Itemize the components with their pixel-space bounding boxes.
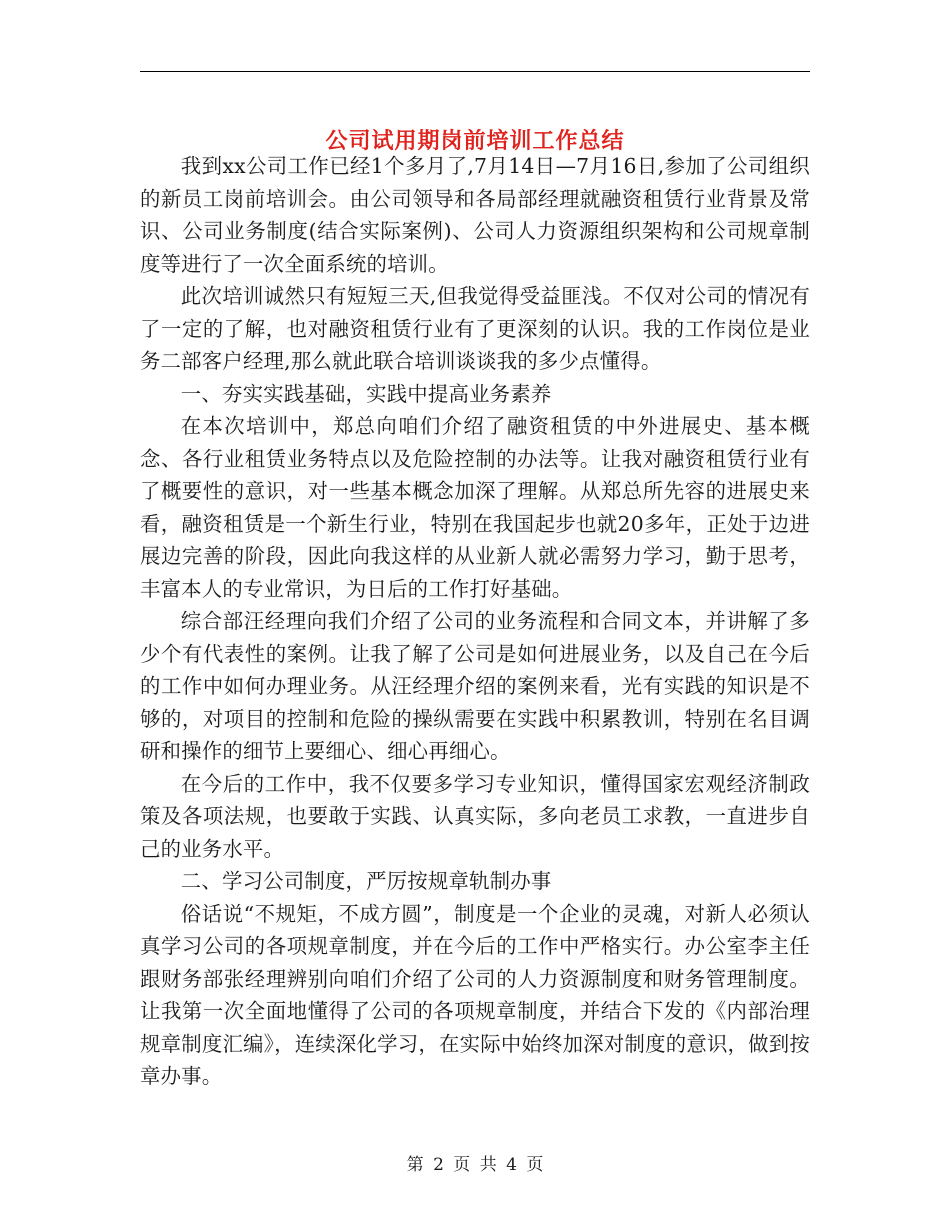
paragraph-company-rules: 俗话说“不规矩，不成方圆”，制度是一个企业的灵魂，对新人必须认真学习公司的各项规章制度，并在今后的工作中严格实行。办公室李主任跟财务部张经理辨别向咱们介绍了公司的人力资源制度和财务管理制度。让我第一次全面地懂得了公司的各项规章制度，并结合下发的《内部治理规章制度汇编》，连续深化学习，在实际中始终加深对制度的意识，做到按章办事。 [140, 901, 810, 1088]
section-heading-practice: 一、夯实实践基础，实践中提高业务素养 [180, 381, 552, 406]
page-number: 第 2 页 共 4 页 [406, 1155, 544, 1175]
paragraph-business-process: 综合部汪经理向我们介绍了公司的业务流程和合同文本，并讲解了多少个有代表性的案例。让我了解了公司是如何进展业务，以及自己在今后的工作中如何办理业务。从汪经理介绍的案例来看，光有实践的知识是不够的，对项目的控制和危险的操纵需要在实践中积累教训，特别在名目调研和操作的细节上要细心、细心再细心。 [140, 609, 810, 763]
document-body [140, 150, 810, 1093]
paragraph-impression: 此次培训诚然只有短短三天,但我觉得受益匪浅。不仅对公司的情况有了一定的了解，也对融资租赁行业有了更深刻的认识。我的工作岗位是业务二部客户经理,那么就此联合培训谈谈我的多少点懂得。 [140, 284, 810, 373]
paragraph-intro: 我到xx公司工作已经1个多月了,7月14日—7月16日,参加了公司组织的新员工岗前培训会。由公司领导和各局部经理就融资租赁行业背景及常识、公司业务制度(结合实际案例)、公司人力资源组织架构和公司规章制度等进行了一次全面系统的培训。 [140, 154, 810, 276]
paragraph-leasing-history: 在本次培训中，郑总向咱们介绍了融资租赁的中外进展史、基本概念、各行业租赁业务特点以及危险控制的办法等。让我对融资租赁行业有了概要性的意识，对一些基本概念加深了理解。从郑总所先容的进展史来看，融资租赁是一个新生行业，特别在我国起步也就20多年，正处于边进展边完善的阶段，因此向我这样的从业新人就必需努力学习，勤于思考，丰富本人的专业常识，为日后的工作打好基础。 [140, 414, 810, 601]
section-heading-rules: 二、学习公司制度，严厉按规章轨制办事 [180, 869, 552, 893]
document-title: 公司试用期岗前培训工作总结 [325, 127, 625, 154]
paragraph-future-work: 在今后的工作中，我不仅要多学习专业知识，懂得国家宏观经济制政策及各项法规，也要敢于实践、认真实际，多向老员工求教，一直进步自己的业务水平。 [140, 771, 810, 861]
header-rule [140, 71, 810, 72]
